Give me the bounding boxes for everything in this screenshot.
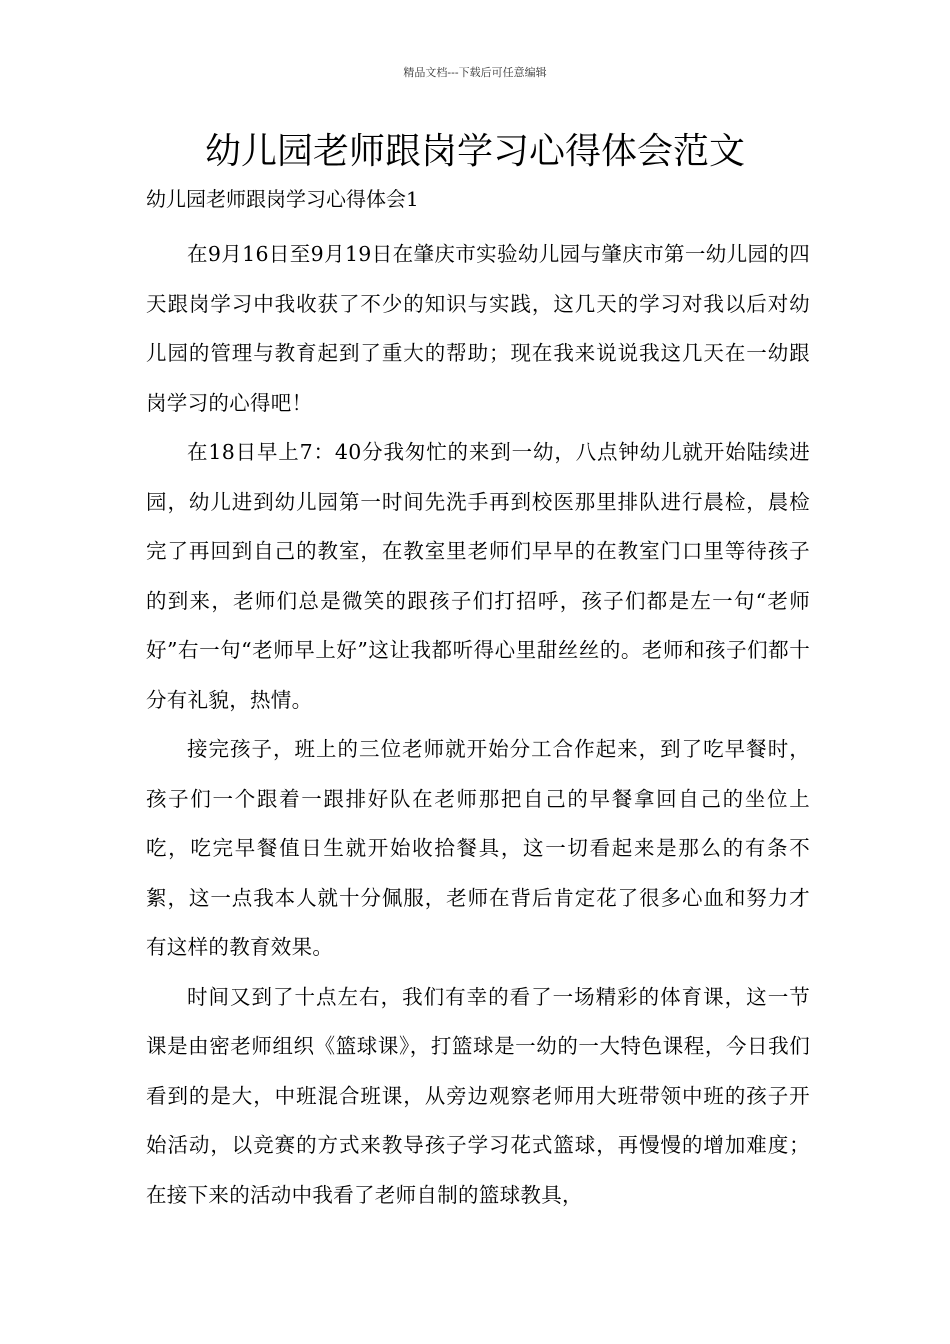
paragraph-3: 接完孩子，班上的三位老师就开始分工合作起来，到了吃早餐时，孩子们一个跟着一跟排好队在老师那把自己的早餐拿回自己的坐位上吃，吃完早餐值日生就开始收拾餐具，这一切看起来是那么的有条不絮，这一点我本人就十分佩服，老师在背后肯定花了很多心血和努力才有这样的教育效果。 [146, 737, 810, 959]
section-subtitle: 幼儿园老师跟岗学习心得体会1 [146, 187, 419, 211]
paragraph-1: 在9月16日至9月19日在肇庆市实验幼儿园与肇庆市第一幼儿园的四天跟岗学习中我收获了不少的知识与实践，这几天的学习对我以后对幼儿园的管理与教育起到了重大的帮助；现在我来说说我这几天在一幼跟岗学习的心得吧！ [146, 242, 810, 415]
document-title: 幼儿园老师跟岗学习心得体会范文 [204, 131, 745, 172]
header-note: 精品文档---下载后可任意编辑 [403, 66, 547, 79]
paragraph-4: 时间又到了十点左右，我们有幸的看了一场精彩的体育课，这一节课是由密老师组织《篮球课》，打篮球是一幼的一大特色课程，今日我们看到的是大，中班混合班课，从旁边观察老师用大班带领中班的孩子开始活动，以竞赛的方式来教导孩子学习花式篮球，再慢慢的增加难度；在接下来的活动中我看了老师自制的篮球教具， [146, 984, 810, 1207]
document-body [146, 230, 810, 1220]
paragraph-2: 在18日早上7：40分我匆忙的来到一幼，八点钟幼儿就开始陆续进园，幼儿进到幼儿园第一时间先洗手再到校医那里排队进行晨检，晨检完了再回到自己的教室，在教室里老师们早早的在教室门口里等待孩子的到来，老师们总是微笑的跟孩子们打招呼，孩子们都是左一句“老师好”右一句“老师早上好”这让我都听得心里甜丝丝的。老师和孩子们都十分有礼貌，热情。 [146, 440, 810, 712]
